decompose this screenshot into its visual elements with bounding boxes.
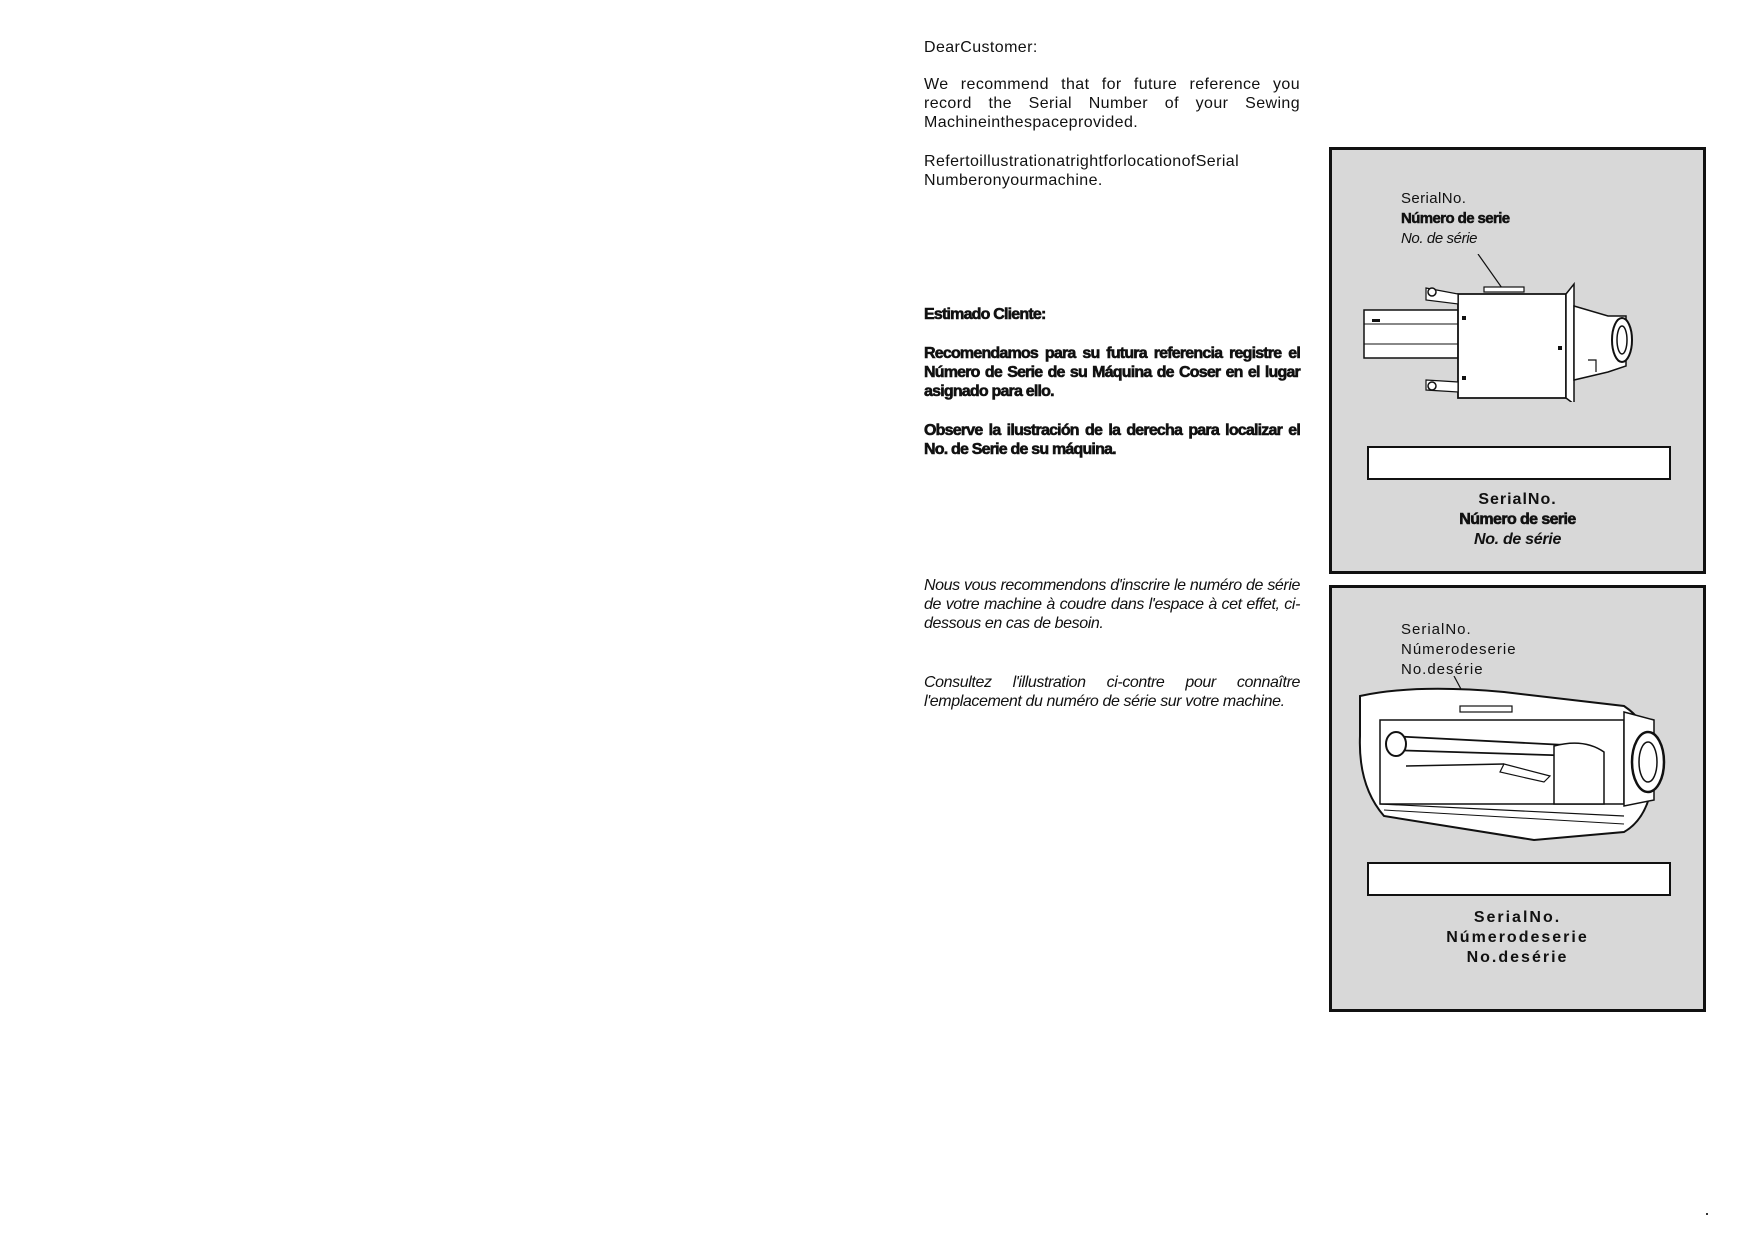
serial-label-group [1401, 620, 1517, 680]
serial-label-spanish: Númerodeserie [1401, 641, 1517, 658]
serial-panel-bottom [1329, 585, 1706, 1012]
machine-rear-illustration [1360, 254, 1680, 402]
paragraph-french-record: Nous vous recommendons d'inscrire le numéro de série de votre machine à coudre dans l'espace à cet effet, ci-dessous en cas de besoin. [924, 577, 1300, 632]
serial-caption-english: SerialNo. [1473, 909, 1562, 926]
serial-label-english: SerialNo. [1401, 621, 1472, 638]
paragraph-spanish-record: Recomendamos para su futura referencia registre el Número de Serie de su Máquina de Coser en el lugar asignado para ello. [924, 345, 1300, 400]
greeting-spanish: Estimado Cliente: [924, 306, 1046, 323]
serial-caption-top [1332, 490, 1703, 550]
machine-front-illustration [1354, 676, 1684, 846]
serial-label-spanish: Número de serie [1401, 210, 1510, 227]
paragraph-english-location: RefertoillustrationatrightforlocationofSerial Numberonyourmachine. [924, 153, 1240, 189]
serial-caption-spanish: Número de serie [1459, 511, 1576, 528]
serial-label-french: No.desérie [1401, 661, 1484, 678]
serial-caption-french: No.desérie [1466, 949, 1569, 966]
serial-panel-top [1329, 147, 1706, 574]
page-mark [1706, 1213, 1708, 1215]
serial-label-french: No. de série [1401, 230, 1478, 247]
serial-caption-spanish: Númerodeserie [1446, 929, 1589, 946]
serial-caption-english: SerialNo. [1478, 491, 1557, 508]
serial-number-field-top[interactable] [1367, 446, 1671, 480]
paragraph-spanish-location: Observe la ilustración de la derecha para localizar el No. de Serie de su máquina. [924, 422, 1300, 458]
serial-number-field-bottom[interactable] [1367, 862, 1671, 896]
serial-label-group [1401, 189, 1510, 249]
serial-caption-bottom [1332, 908, 1703, 968]
paragraph-english-record: We recommend that for future reference you record the Serial Number of your Sewing Machineinthespaceprovided. [924, 76, 1300, 131]
paragraph-french-location: Consultez l'illustration ci-contre pour connaître l'emplacement du numéro de série sur votre machine. [924, 674, 1300, 710]
serial-caption-french: No. de série [1473, 531, 1562, 548]
greeting-english: DearCustomer: [924, 39, 1038, 56]
serial-label-english: SerialNo. [1401, 190, 1467, 207]
